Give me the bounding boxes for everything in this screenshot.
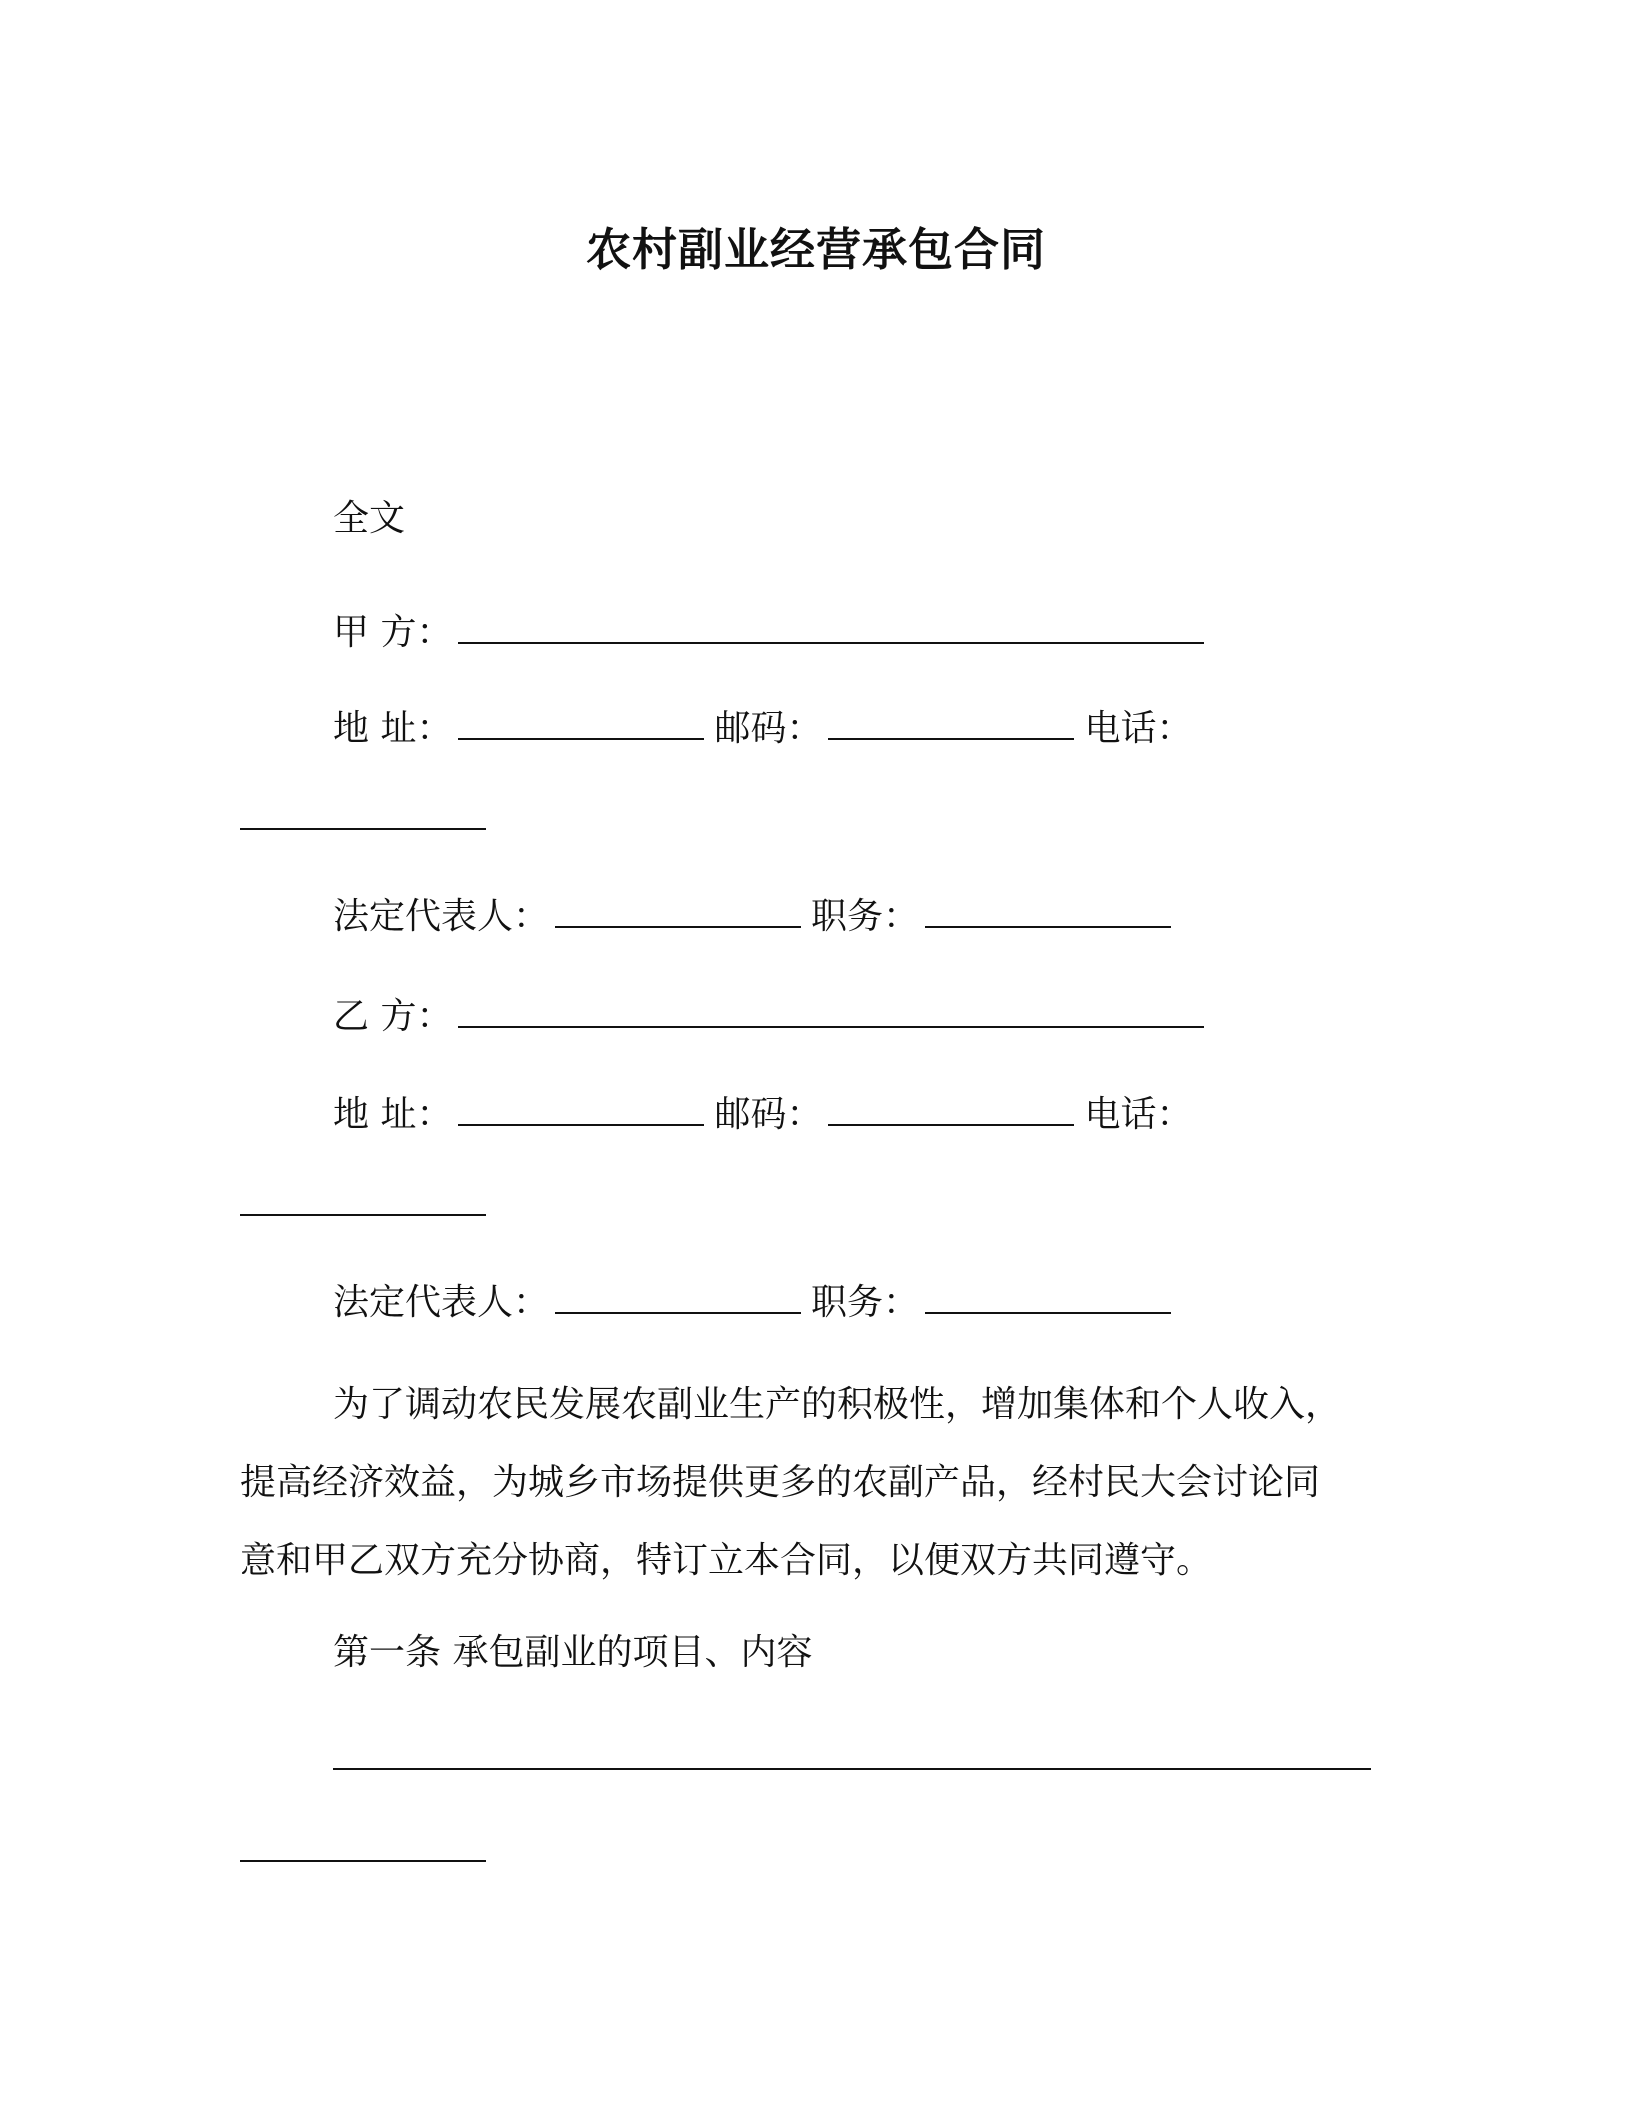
party-a-rep-label: 法定代表人：: [333, 896, 550, 937]
party-b-position-blank: [925, 1274, 1171, 1314]
party-a-rep-blank: [555, 888, 801, 928]
party-b-phone-label: 电话：: [1084, 1094, 1193, 1135]
party-b-rep-row: [333, 1274, 1181, 1326]
preamble-line: 为了调动农民发展农副业生产的积极性，增加集体和个人收入，: [333, 1384, 1342, 1425]
party-a-rep-row: [333, 888, 1181, 940]
party-b-postcode-blank: [828, 1086, 1074, 1126]
party-b-rep-blank: [555, 1274, 801, 1314]
preamble-line: 提高经济效益，为城乡市场提供更多的农副产品，经村民大会讨论同: [240, 1462, 1321, 1503]
party-a-address-label: 地 址：: [333, 708, 453, 749]
party-a-label: 甲 方：: [333, 612, 453, 653]
article-1-fill-row: [333, 1730, 1381, 1782]
party-a-name-blank: [458, 604, 1204, 644]
party-a-contact-row: [333, 700, 1192, 752]
document-title: 农村副业经营承包合同: [585, 223, 1046, 276]
party-a-phone-blank: [240, 790, 486, 830]
preamble-paragraph: [240, 1366, 1370, 1600]
section-heading: 全文: [333, 498, 406, 539]
party-b-postcode-label: 邮码：: [714, 1094, 823, 1135]
party-a-phone-label: 电话：: [1084, 708, 1193, 749]
article-1-content-blank-2: [240, 1822, 486, 1862]
party-b-position-label: 职务：: [811, 1282, 920, 1323]
article-1-fill-row-2: [240, 1822, 496, 1874]
party-a-address-blank: [458, 700, 704, 740]
party-a-postcode-blank: [828, 700, 1074, 740]
party-a-phone-row: [240, 790, 496, 842]
party-b-address-blank: [458, 1086, 704, 1126]
party-b-phone-blank: [240, 1176, 486, 1216]
party-b-phone-row: [240, 1176, 496, 1228]
article-1-content-blank: [333, 1730, 1371, 1770]
party-b-rep-label: 法定代表人：: [333, 1282, 550, 1323]
party-a-position-label: 职务：: [811, 896, 920, 937]
party-b-label: 乙 方：: [333, 996, 453, 1037]
party-b-row: [333, 988, 1214, 1040]
party-a-row: [333, 604, 1214, 656]
party-b-address-label: 地 址：: [333, 1094, 453, 1135]
party-a-postcode-label: 邮码：: [714, 708, 823, 749]
party-b-contact-row: [333, 1086, 1192, 1138]
party-b-name-blank: [458, 988, 1204, 1028]
party-a-position-blank: [925, 888, 1171, 928]
article-1-heading: 第一条 承包副业的项目、内容: [333, 1632, 813, 1673]
preamble-line: 意和甲乙双方充分协商，特订立本合同，以便双方共同遵守。: [240, 1540, 1213, 1581]
